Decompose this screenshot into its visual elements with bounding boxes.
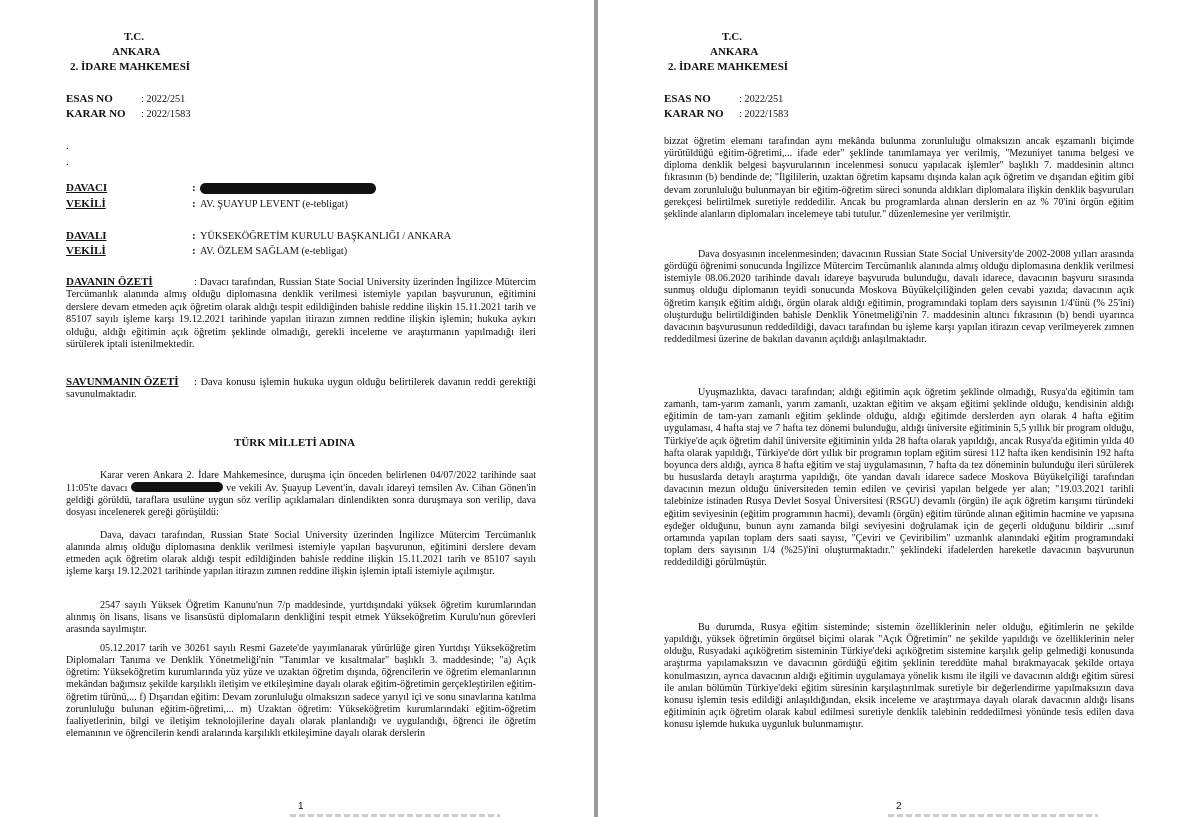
document-page-2: [598, 0, 1192, 817]
hearing-text-a: Karar veren Ankara 2. İdare Mahkemesince, duruşma için önceden belirlenen 04/07/2022 tarihinde saat 11:05'te davacı: [66, 470, 536, 495]
redaction-bar: [200, 183, 376, 194]
hearing-text-b: ve vekili Av. Şuayup Levent'in, davalı idareyi temsilen Av. Cihan Gönen'in geldiği görüldü, taraflara usulüne uygun söz verilip açıklamaları dinlendikten sonra duruşmaya son verilip, dava dosyası incelenerek gereği görüşüldü:: [66, 483, 537, 519]
paragraph-kanun: 2547 sayılı Yüksek Öğretim Kanunu'nun 7/p maddesinde, yurtdışındaki yüksek öğretim kurumlarından alınmış ön lisans, lisans ve lisansüstü diplomaların denkliğini tespit etmek Yükseköğretim Kurulu'nun görevleri arasında sayılmıştır.: [66, 600, 536, 636]
dot-mark: .: [66, 140, 69, 152]
header-city: ANKARA: [112, 46, 161, 58]
dot-mark: .: [66, 156, 69, 168]
vekili-label: VEKİLİ: [66, 245, 106, 257]
davali-name: YÜKSEKÖĞRETİM KURULU BAŞKANLIĞI / ANKARA: [200, 231, 452, 242]
paragraph-yonetmelik: 05.12.2017 tarih ve 30261 sayılı Resmi Gazete'de yayımlanarak yürürlüğe giren Yurtdışı Yükseköğretim Diplomaları Tanıma ve Denklik Yönetmeliği'nin "Tanımlar ve kısaltmalar" başlıklı 3. maddesinde; "a) Açık öğretim: Yükseköğretim kurumlarında yüz yüze ve uzaktan öğretim dışında, öğrencilerin ve öğretim elemanlarının mekândan bağımsız şekilde karşılıklı iletişim ve etkileşimine dayalı olarak eğitim-öğretimin gerçekleştirilen eğitim-öğretim türünü,... f) Dışarıdan eğitim: Devam zorunluluğu olmaksızın sadece yarıyıl içi ve sonu sınavlarına katılma zorunluluğu bulunan eğitim-öğretimi,... m) Uzaktan öğretim: Yükseköğretim kurumlarındaki eğitim-öğretim faaliyetlerinin, bilgi ve iletişim teknolojilerine dayalı olarak planlandığı ve uygulandığı, öğrenci ile öğretim elemanının ve öğrencilerin kendi aralarında karşılıklı etkileşimine dayalı olarak derslerin: [66, 643, 536, 740]
davaci-label: DAVACI: [66, 182, 108, 194]
paragraph-uyusmazlik: Uyuşmazlıkta, davacı tarafından; aldığı eğitimin açık öğretim şeklinde olmadığı, Rusya'da eğitimin tam zamanlı, tam-yarım zamanlı, yarım zamanlı, uzaktan eğitim ve akşam eğitimi şeklinde olduğu, kendisinin aldığı eğitimin de tam-yarı zamanlı eğitim şeklinde olduğu, aldığı eğitimde derslerden ayrı olarak 4 hafta eğitim uygulaması, 4 hafta staj ve 7 hafta tez dönemi bulunduğu, aldığı üniversite eğitiminin 5,5 yıllık bir program olduğu, Türkiye'de açık öğretim dahil üniversite eğitiminin yılda 28 hafta olarak yapıldığı, ancak Rusya'da eğitimin yılda 40 hafta olarak yapıldığı, Türkiye'de dört yıllık bir programın toplam eğitim süresi 112 hafta iken kendisinin 192 hafta boyunca ders aldığı, ayrıca 8 hafta eğitim ve staj uygulamasının, 7 hafta da tez döneminin bulunduğu ileri sürülerek bu hususlarda detaylı araştırma yapıldığı, öte yandan davalı idarece sadece Moskova Büyükelçiliği tarafından davacının mezun olduğu üniversiteden temin edilen ve çevirisi yapılan belgede yer alan; "19.03.2021 tarihli talebinize istinaden Rusya Devlet Sosyal Üniversitesi (RSGU) devamlı (örgün) ile açık öğretim karışımı türündeki eğitim seviyesinin (eğitim programının hacmi), devamlı (örgün) eğitim türünde alınan eğitimin hacmine ve yapısına eşdeğer olduğunu, bunun aynı zamanda bilgi seviyesini doğrulamak için de geçerli olduğunu bildirir ...sınıf ortamında yapılan toplam ders saati sayısı, "Çeviri ve Çeviribilim" uzmanlık alanındaki eğitim programındaki toplam ders sayısının 1/4 (%25)'ini oluşturmaktadır." şeklindeki ifadelerden hareketle davacının başvurunun reddedildiği görülmüştür.: [664, 387, 1134, 569]
redaction-bar: [131, 482, 223, 492]
dava-ozeti-text: : Davacı tarafından, Russian State Social University üzerinden İngilizce Mütercim Tercümanlık alanında almış olduğu diplomasına denklik verilmesi istemiyle yapılan başvurunun, eğitimini derslere devam etmeden açık öğretim olarak aldığı tespit edildiğinden bahisle reddine ilişkin 15.11.2021 tarih ve 85107 sayılı işleme karşı 19.12.2021 tarihinde yapılan itirazın zımnen reddine ilişkin işlemin; hukuka aykırı olduğu, aldığı eğitimin açık öğretim şeklinde olmadığı, gerekli inceleme ve araştırmanın yapılmadığı ileri sürülerek iptali istenilmektedir.: [66, 277, 536, 351]
davali-vekili: AV. ÖZLEM SAĞLAM (e-tebligat): [200, 246, 348, 257]
davali-label: DAVALI: [66, 230, 107, 242]
header-city: ANKARA: [710, 46, 759, 58]
davaci-vekili: AV. ŞUAYUP LEVENT (e-tebligat): [200, 199, 348, 210]
page-number: 2: [896, 801, 902, 812]
document-page-1: [0, 0, 594, 817]
esas-value: : 2022/251: [739, 94, 784, 105]
decision-title: TÜRK MİLLETİ ADINA: [234, 437, 356, 449]
esas-label: ESAS NO: [664, 93, 711, 105]
savunma-ozeti-text: : Dava konusu işlemin hukuka uygun olduğu belirtilerek davanın reddi gerektiği savunulmaktadır.: [66, 377, 536, 401]
paragraph-tanim: bizzat öğretim elemanı tarafından aynı mekânda bulunma zorunluluğu olmaksızın ancak eşzamanlı biçimde yürütüldüğü eğitim-öğretimi,... ifade eder" şeklinde tanımlamaya yer verilmiş, "Mezuniyet tanıma belgesi ve diploma denklik belgesi başvurularının incelenmesi sonucu yapılacak işlemler" başlıklı 7. maddesinin altıncı fıkrasının (b) bendinde de; "İlgililerin, uzaktan öğretim kapsamı dışında kalan açık öğretim ve dışarıdan eğitim gibi devam zorunluluğu bulunmayan bir eğitim-öğretim süreci sonunda aldıkları diplomalara ilişkin denklik başvuruları gerekçesi belirtilmek suretiyle reddedilir. Ancak bu programlarda alınan derslerin en az % 70'ini örgün eğitim şeklinde alanların diplomaları incelemeye tabi tutulur." düzenlemesine yer verilmiştir.: [664, 136, 1134, 220]
colon: :: [192, 182, 196, 194]
karar-value: : 2022/1583: [739, 109, 789, 120]
header-court: 2. İDARE MAHKEMESİ: [668, 61, 789, 73]
esas-value: : 2022/251: [141, 94, 186, 105]
paragraph-hearing: [66, 470, 536, 520]
header-tc: T.C.: [722, 31, 742, 43]
esas-label: ESAS NO: [66, 93, 113, 105]
vekili-label: VEKİLİ: [66, 198, 106, 210]
karar-label: KARAR NO: [664, 108, 724, 120]
paragraph-inceleme: Dava dosyasının incelenmesinden; davacının Russian State Social University'de 2002-2008 yılları arasında gördüğü öğrenimi sonucunda İngilizce Mütercim Tercümanlık alanında almış olduğu diplomasına denklik verilmesi istemiyle 08.06.2020 tarihinde davalı idareye başvuruda bulunduğu, davalı idarece, davacının başvuru sırasında sunmuş olduğu diplomanın teyidi sonucunda Moskova Büyükelçiliğinden gelen cevabi yazıda; davacının açık öğretim karışık eğitim aldığı, örgün olarak aldığı eğitimin, programındaki toplam ders sayısının 1/4'ünü (% 25'ini) oluşturduğu belirtildiğinden bahisle Denklik Yönetmeliği'nin 7. maddesinin altıncı fıkrasının (b) bendi uyarınca davacının başvurusunun reddedildiği, davacı tarafından bu işleme karşı yapılan itirazın cevap verilmeyerek zımnen reddedilmesi üzerine de bakılan davanın açıldığı anlaşılmaktadır.: [664, 249, 1134, 346]
dava-ozeti-label: DAVANIN ÖZETİ: [66, 276, 194, 288]
paragraph-dava: Dava, davacı tarafından, Russian State Social University üzerinden İngilizce Mütercim Tercümanlık alanında almış olduğu diplomasına denklik verilmesi istemiyle yapılan başvurunun, eğitimini derslere devam etmeden açık öğretim olarak aldığı tespit edildiğinden bahisle reddine ilişkin 15.11.2021 tarih ve 85107 sayılı işleme karşı 19.12.2021 tarihinde yapılan itirazın zımnen reddine ilişkin işlemin iptali istemiyle açılmıştır.: [66, 530, 536, 578]
header-court: 2. İDARE MAHKEMESİ: [70, 61, 191, 73]
karar-label: KARAR NO: [66, 108, 126, 120]
colon: :: [192, 245, 196, 257]
karar-value: : 2022/1583: [141, 109, 191, 120]
page-number: 1: [298, 801, 304, 812]
paragraph-sonuc: Bu durumda, Rusya eğitim sisteminde; sistemin özelliklerinin neler olduğu, eğitimlerin ne şekilde yapıldığı, yüksek öğretimin örgütsel biçimi olarak "Açık Öğretimin" ne şekilde yapıldığı ve özelliklerinin neler olduğu, Rusyadaki açıköğretim sisteminin Türkiye'deki açıköğretim sistemine karşılık gelip gelmediği konusunda araştırma yapılamaksızın ve davacının gördüğü eğitim şeklinin tereddüte mahal bırakmayacak şekilde ortaya konulmasızın, ayrıca davacının aldığı eğitimin uygulamaya yönelik kısmı ile ilgili ve davacının aldığı eğitim süresi ile anılan bölümün Türkiye'deki eğitim süresinin karşılaştırılmak suretiyle bir değerlendirme yapılmaksızın dava konusu işlemin tesis edildiği anlaşıldığından, eksik inceleme ve araştırmaya dayalı olarak davacının aldığı lisans eğitiminin açık öğretim olarak kabul edilmesi suretiyle denklik talebinin reddedilmesi yönünde tesis edilen dava konusu işlemde hukuka uygunluk bulunmamıştır.: [664, 622, 1134, 731]
header-tc: T.C.: [124, 31, 144, 43]
colon: :: [192, 198, 196, 210]
savunma-ozeti-label: SAVUNMANIN ÖZETİ: [66, 376, 194, 388]
colon: :: [192, 230, 196, 242]
